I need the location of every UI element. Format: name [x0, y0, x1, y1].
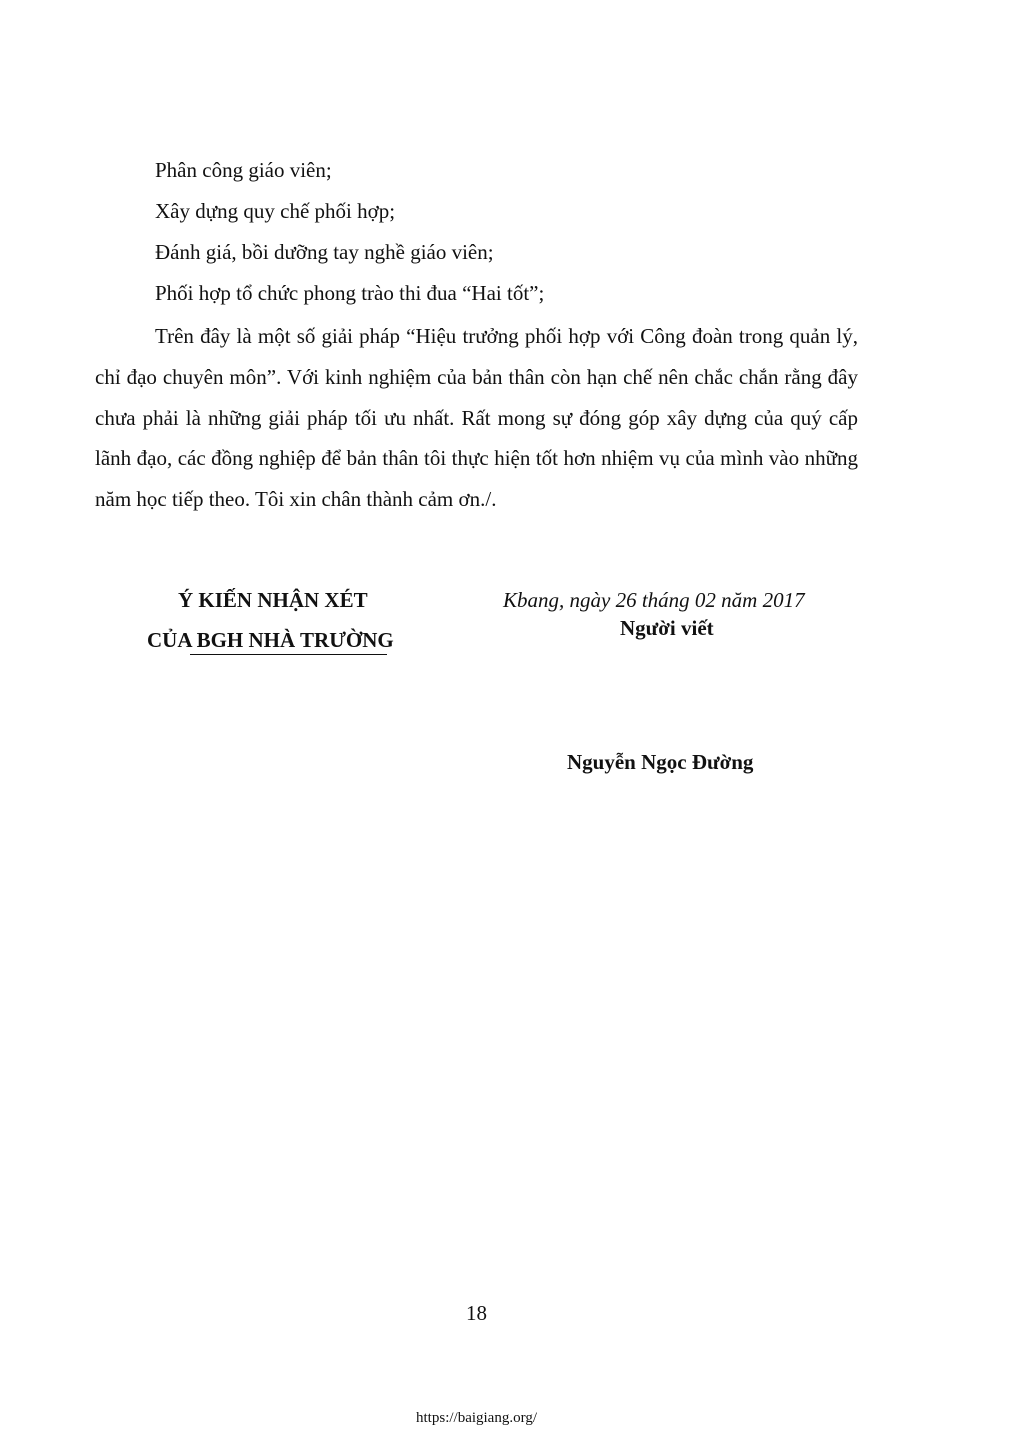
heading-underline: [190, 654, 387, 655]
list-item-emulation-movement: Phối hợp tổ chức phong trào thi đua “Hai tốt”;: [155, 281, 545, 305]
comment-heading-line2: CỦA BGH NHÀ TRƯỜNG: [147, 628, 394, 652]
list-item-teacher-evaluation: Đánh giá, bồi dưỡng tay nghề giáo viên;: [155, 240, 494, 264]
closing-paragraph: Trên đây là một số giải pháp “Hiệu trưởng phối hợp với Công đoàn trong quản lý, chỉ đạo chuyên môn”. Với kinh nghiệm của bản thân còn hạn chế nên chắc chắn rằng đây chưa phải là những giải pháp tối ưu nhất. Rất mong sự đóng góp xây dựng của quý cấp lãnh đạo, các đồng nghiệp để bản thân tôi thực hiện tốt hơn nhiệm vụ của mình vào những năm học tiếp theo. Tôi xin chân thành cảm ơn./.: [95, 324, 858, 512]
writer-name: Nguyễn Ngọc Đường: [567, 750, 754, 774]
footer-url[interactable]: https://baigiang.org/: [416, 1410, 537, 1426]
page-number: 18: [466, 1301, 487, 1325]
comment-heading-line1: Ý KIẾN NHẬN XÉT: [178, 588, 368, 612]
list-item-coordination-rules: Xây dựng quy chế phối hợp;: [155, 199, 396, 223]
place-date: Kbang, ngày 26 tháng 02 năm 2017: [503, 588, 805, 612]
list-item-assign-teachers: Phân công giáo viên;: [155, 158, 332, 182]
writer-label: Người viết: [620, 616, 714, 640]
